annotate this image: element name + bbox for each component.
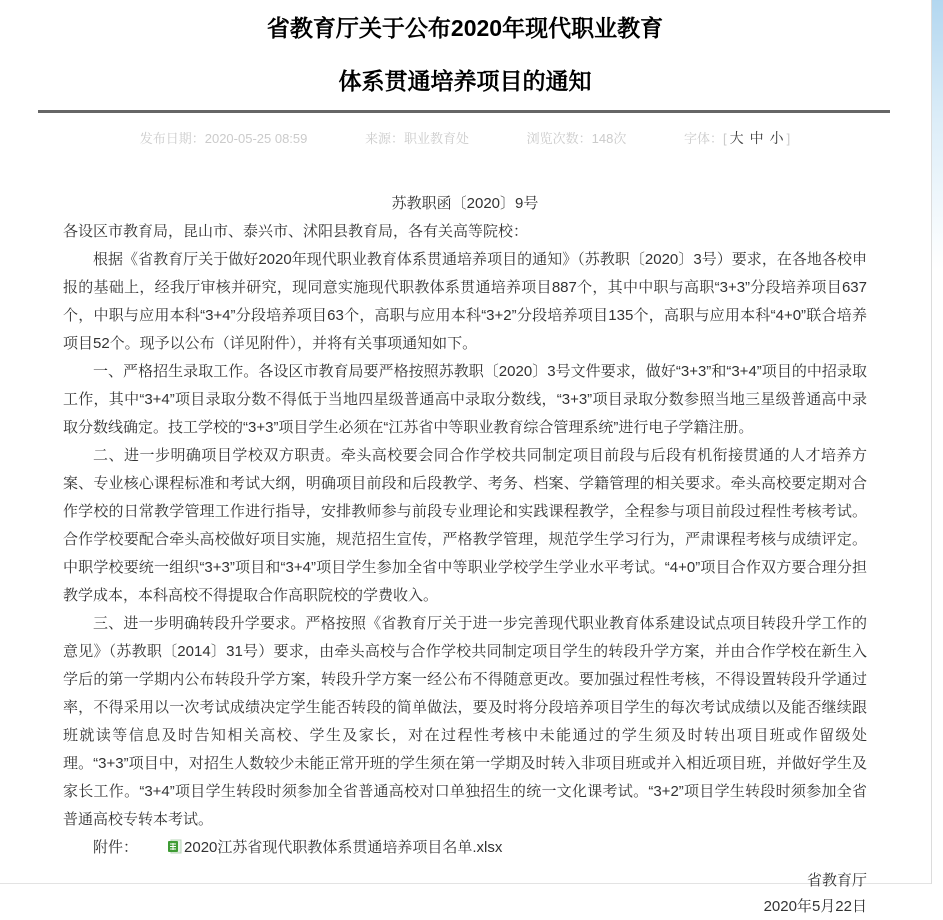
view-count: 浏览次数：148次 [526, 131, 627, 146]
page-title [0, 0, 930, 97]
title-divider [38, 110, 890, 113]
paragraph-section-2: 二、进一步明确项目学校双方职责。牵头高校要会同合作学校共同制定项目前段与后段有机衔接贯通的人才培养方案、专业核心课程标准和考试大纲，明确项目前段和后段教学、考务、档案、学籍管理的相关要求。牵头高校要定期对合作学校的日常教学管理工作进行指导，安排教师参与前段专业理论和实践课程教学，全程参与项目前段过程性考核考试。合作学校要配合牵头高校做好项目实施，规范招生宣传，严格教学管理，规范学生学习行为，严肃课程考核与成绩评定。中职学校要统一组织“3+3”项目和“3+4”项目学生参加全省中等职业学校学生学业水平考试。“4+0”项目合作双方要合理分担教学成本，本科高校不得提取合作高职院校的学费收入。 [63, 447, 867, 604]
paragraph-section-1: 一、严格招生录取工作。各设区市教育局要严格按照苏教职〔2020〕3号文件要求，做好“3+3”和“3+4”项目的中招录取工作，其中“3+4”项目录取分数不得低于当地四星级普通高中录取分数线，“3+3”项目录取分数参照当地三星级普通高中录取分数线确定。技工学校的“3+3”项目学生必须在“江苏省中等职业教育综合管理系统”进行电子学籍注册。 [63, 363, 867, 436]
signature-block [0, 868, 867, 920]
paragraph-section-3: 三、进一步明确转段升学要求。严格按照《省教育厅关于进一步完善现代职业教育体系建设试点项目转段升学工作的意见》（苏教职〔2014〕31号）要求，由牵头高校与合作学校共同制定项目学生的转段升学方案，并由合作学校在新生入学后的第一学期内公布转段升学方案，转段升学方案一经公布不得随意更改。要加强过程性考核，不得设置转段升学通过率，不得采用以一次考试成绩决定学生能否转段的简单做法，要及时将分段培养项目学生的每次考试成绩以及能否继续跟班就读等信息及时告知相关高校、学生及家长，对在过程性考核中未能通过的学生须及时转出项目班或作留级处理。“3+3”项目中，对招生人数较少未能正常开班的学生须在第一学期及时转入非项目班或并入相近项目班，并做好学生及家长工作。“3+4”项目学生转段时须参加全省普通高校对口单独招生的统一文化课考试。“3+2”项目学生转段时须参加全省普通高校专转本考试。 [63, 615, 867, 828]
font-size-bracket-close: ] [786, 131, 791, 146]
signature-org: 省教育厅 [806, 872, 867, 889]
font-size-medium-button[interactable]: 中 [749, 130, 764, 146]
page-title-line2: 体系贯通培养项目的通知 [338, 68, 592, 94]
excel-file-icon [138, 836, 182, 864]
font-size-label: 字体： [683, 131, 723, 146]
page-title-line1: 省教育厅关于公布2020年现代职业教育 [266, 15, 664, 41]
meta-bar [0, 128, 930, 148]
document-number: 苏教职函〔2020〕9号 [391, 195, 539, 212]
salutation: 各设区市教育局，昆山市、泰兴市、沭阳县教育局，各有关高等院校： [63, 223, 529, 240]
source: 来源：职业教育处 [365, 131, 470, 146]
font-size-small-button[interactable]: 小 [769, 130, 784, 146]
attachment-link[interactable]: 2020江苏省现代职教体系贯通培养项目名单.xlsx [184, 839, 503, 856]
font-size-large-button[interactable]: 大 [729, 130, 744, 146]
publish-date: 发布日期：2020-05-25 08:59 [139, 131, 308, 146]
scrollbar[interactable] [931, 0, 943, 884]
font-size-bracket-open: [ [723, 131, 727, 146]
signature-date: 2020年5月22日 [763, 898, 867, 915]
font-size-control [684, 128, 790, 148]
attachment-row [63, 834, 867, 864]
attachment-label: 附件： [93, 839, 139, 856]
notice-body [63, 190, 867, 864]
paragraph-intro: 根据《省教育厅关于做好2020年现代职业教育体系贯通培养项目的通知》（苏教职〔2020〕3号）要求，在各地各校申报的基础上，经我厅审核并研究，现同意实施现代职教体系贯通培养项目887个，其中中职与高职“3+3”分段培养项目637个，中职与应用本科“3+4”分段培养项目63个，高职与应用本科“3+2”分段培养项目135个，高职与应用本科“4+0”联合培养项目52个。现予以公布（详见附件），并将有关事项通知如下。 [63, 251, 867, 352]
